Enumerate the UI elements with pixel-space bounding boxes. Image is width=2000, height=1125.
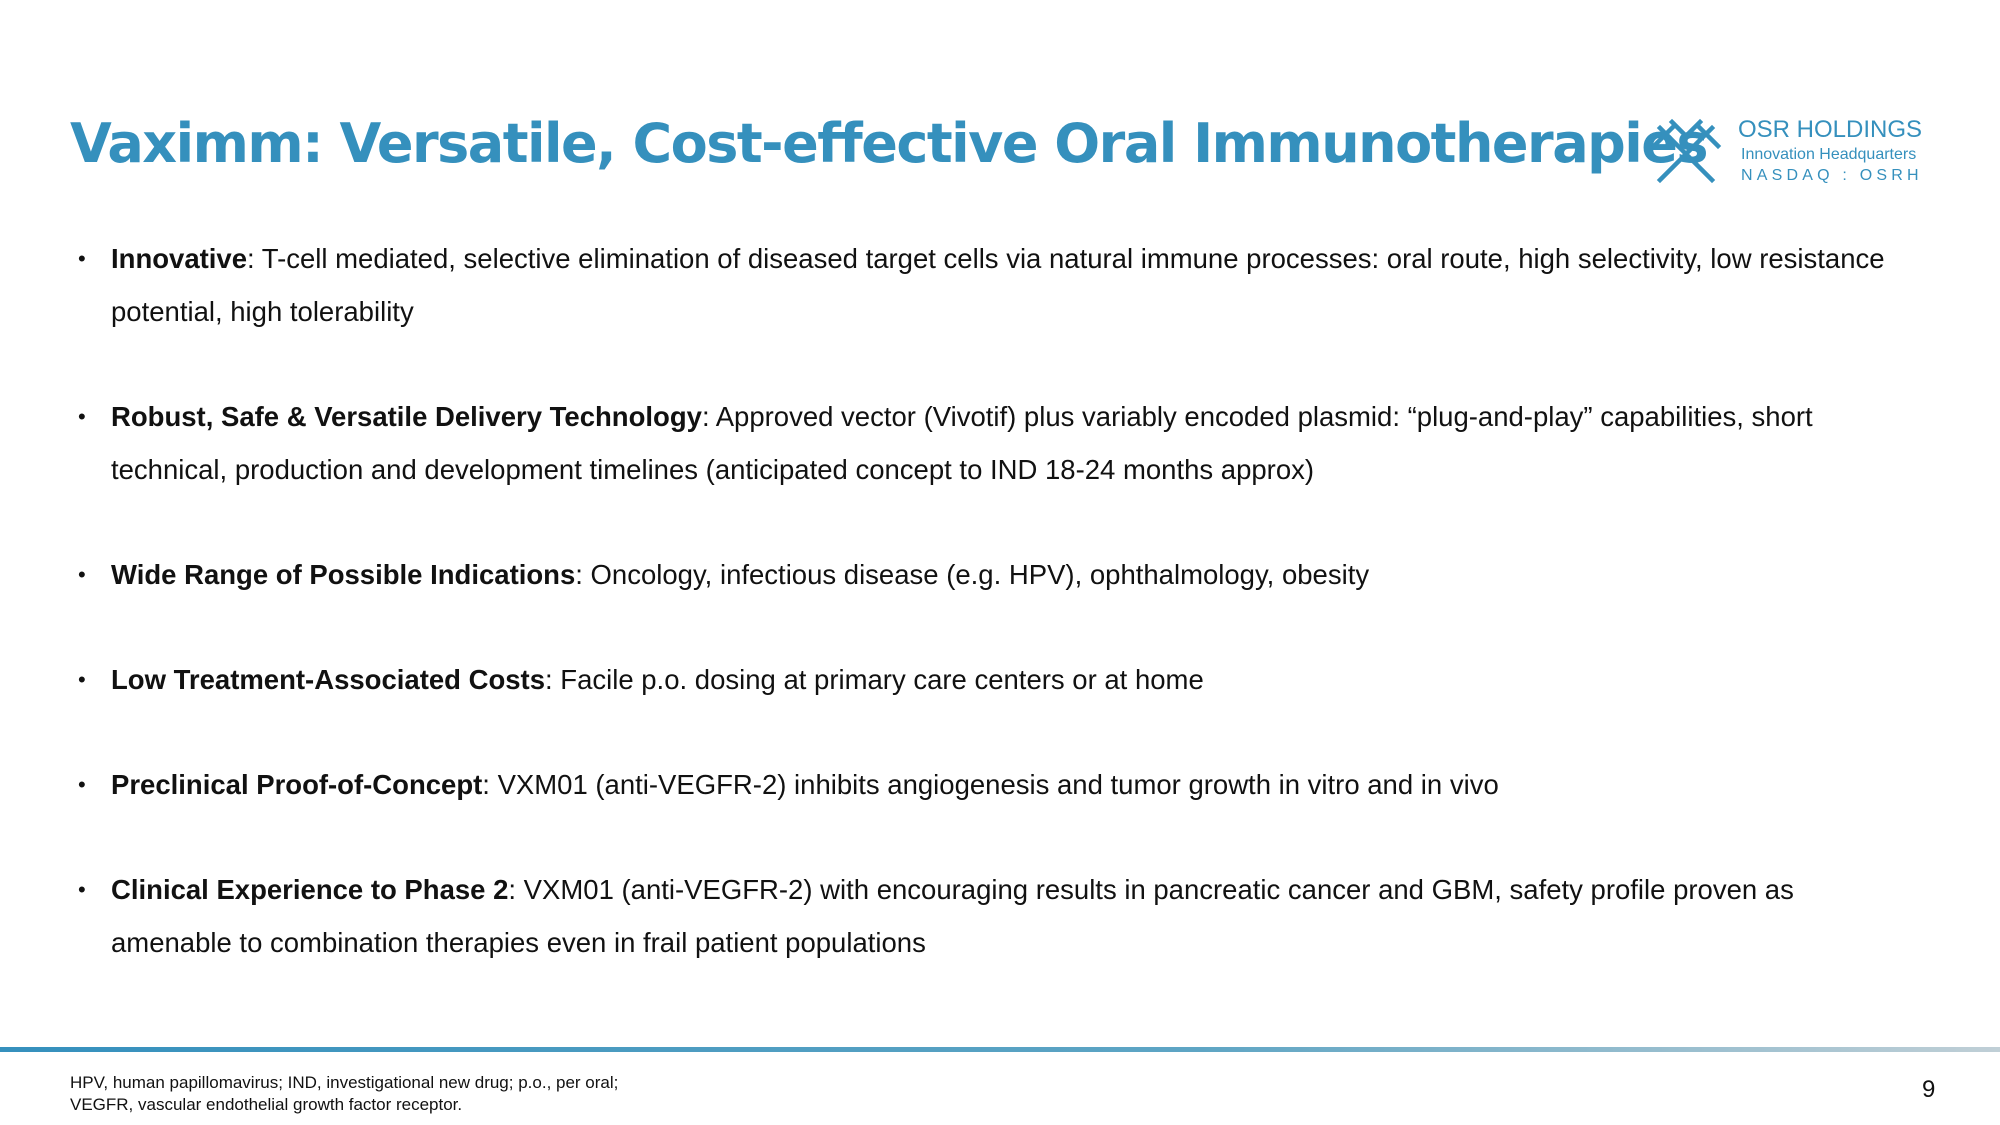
bullet-item-preclinical (78, 758, 1918, 811)
logo-subtitle: Innovation Headquarters (1741, 146, 1917, 163)
slide-title: Vaximm: Versatile, Cost-effective Oral Immunotherapies (70, 112, 1708, 175)
bullet-text: : Facile p.o. dosing at primary care centers or at home (544, 664, 1204, 695)
footer-divider (0, 1047, 2000, 1052)
bullet-dot-icon: • (78, 667, 86, 692)
logo-ticker: NASDAQ : OSRH (1741, 167, 1923, 184)
bullet-text: : T-cell mediated, selective elimination of diseased target cells via natural immune processes: oral route, high selectivity, low resistance potential, high tolerability (111, 243, 1885, 327)
page-number: 9 (1922, 1076, 1936, 1103)
bullet-heading: Robust, Safe & Versatile Delivery Technology (111, 401, 702, 432)
bullet-dot-icon: • (78, 404, 86, 429)
company-logo (1650, 112, 1930, 190)
bullet-heading: Wide Range of Possible Indications (111, 559, 576, 590)
bullet-dot-icon: • (78, 772, 86, 797)
bullet-heading: Preclinical Proof-of-Concept (111, 769, 483, 800)
bullet-dot-icon: • (78, 877, 86, 902)
bullet-item-indications (78, 548, 1918, 601)
bullet-item-delivery-technology (78, 390, 1918, 496)
bullet-item-innovative (78, 232, 1918, 338)
bullet-item-clinical-experience (78, 863, 1918, 969)
footnote-line-1: HPV, human papillomavirus; IND, investigational new drug; p.o., per oral; (70, 1073, 619, 1092)
bullet-list (78, 232, 1918, 1021)
bullet-dot-icon: • (78, 246, 86, 271)
bullet-item-treatment-costs (78, 653, 1918, 706)
bullet-text: : Approved vector (Vivotif) plus variably encoded plasmid: “plug-and-play” capabilities, short technical, production and development timelines (anticipated concept to IND 18-24 months approx) (111, 401, 1813, 485)
footnote-line-2: VEGFR, vascular endothelial growth factor receptor. (70, 1095, 463, 1114)
bullet-dot-icon: • (78, 562, 86, 587)
bullet-heading: Low Treatment-Associated Costs (111, 664, 545, 695)
logo-company-name: OSR HOLDINGS (1738, 116, 1923, 143)
bullet-heading: Clinical Experience to Phase 2 (111, 874, 509, 905)
bullet-text: : VXM01 (anti-VEGFR-2) with encouraging results in pancreatic cancer and GBM, safety profile proven as amenable to combination therapies even in frail patient populations (111, 874, 1794, 958)
footnote (70, 1072, 618, 1116)
bullet-text: : VXM01 (anti-VEGFR-2) inhibits angiogenesis and tumor growth in vitro and in vivo (482, 769, 1499, 800)
bullet-text: : Oncology, infectious disease (e.g. HPV), ophthalmology, obesity (575, 559, 1370, 590)
osr-crossed-x-logo-icon (1650, 116, 1722, 186)
bullet-heading: Innovative (111, 243, 248, 274)
